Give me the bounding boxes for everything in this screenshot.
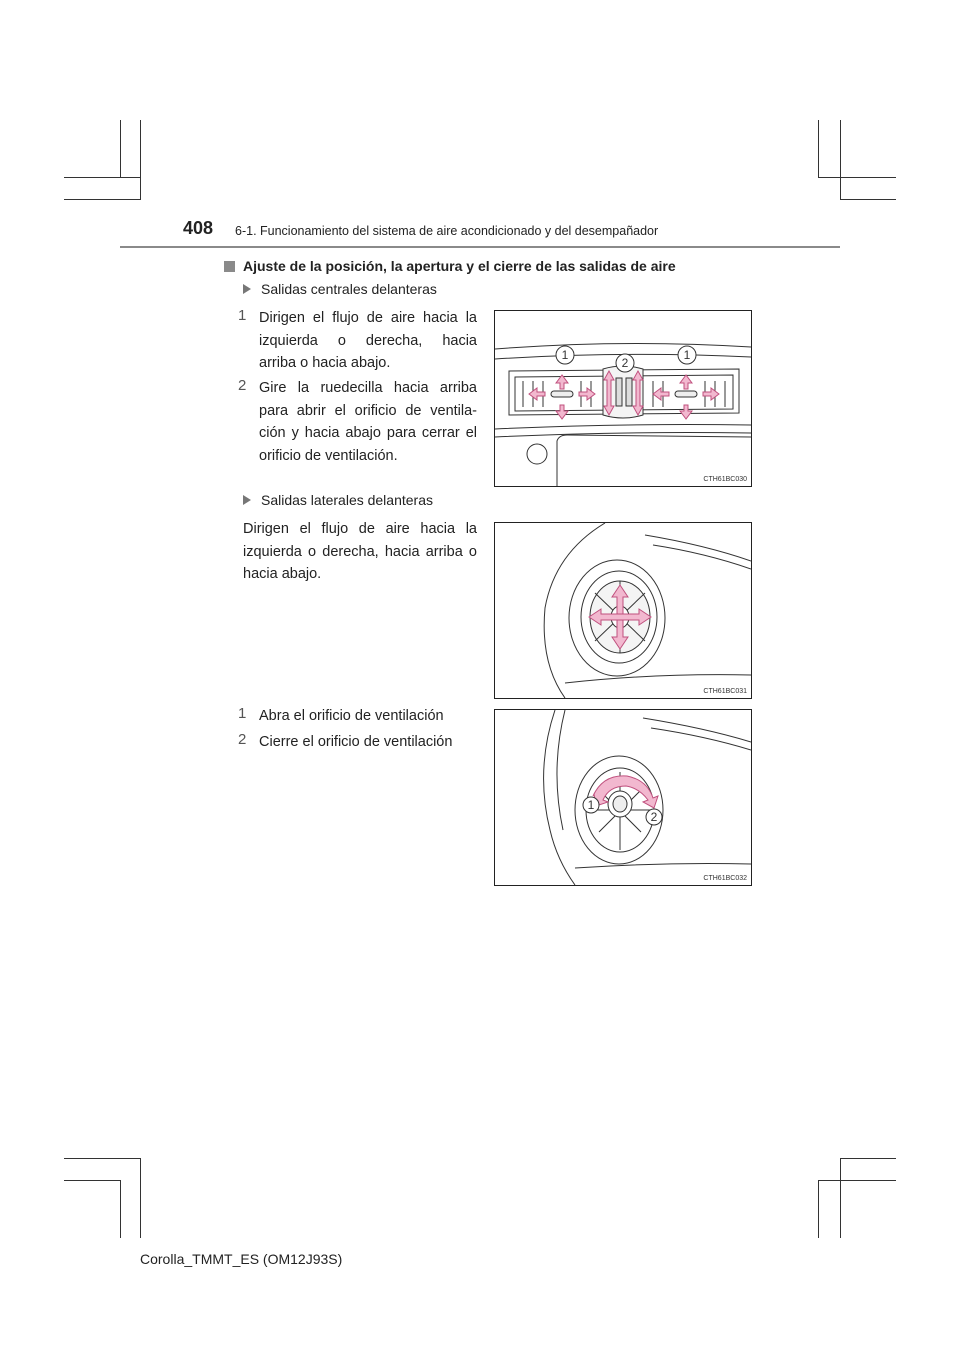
crop-mark xyxy=(120,1180,121,1238)
crop-mark xyxy=(64,1158,140,1159)
item-number: 1 xyxy=(238,705,247,722)
header-rule xyxy=(120,246,840,248)
text-line: izquierda o derecha, hacia arriba o xyxy=(243,543,477,560)
figure-side-vents xyxy=(494,522,752,699)
crop-mark xyxy=(818,1180,896,1181)
callout-2: 2 xyxy=(650,810,658,824)
subheading-center-vents xyxy=(243,281,437,297)
text-line: ción y hacia abajo para cerrar el xyxy=(259,425,477,441)
text-line: arriba o hacia abajo. xyxy=(259,355,391,371)
figure-code: CTH61BC030 xyxy=(703,476,747,483)
text-line: hacia abajo. xyxy=(243,566,322,582)
text-line: Dirigen el flujo de aire hacia la xyxy=(259,310,477,326)
crop-mark xyxy=(818,1180,819,1238)
callout-1: 1 xyxy=(683,348,691,362)
crop-mark xyxy=(840,199,896,200)
chapter-title: 6-1. Funcionamiento del sistema de aire acondicionado y del desempañador xyxy=(235,224,659,238)
crop-mark xyxy=(64,1180,120,1181)
item-text: Abra el orificio de ventilación xyxy=(259,708,444,724)
crop-mark xyxy=(818,177,896,178)
section-heading-text: Ajuste de la posición, la apertura y el cierre de las salidas de aire xyxy=(243,258,676,274)
square-bullet-icon xyxy=(224,261,235,272)
section-heading xyxy=(224,258,676,274)
crop-mark xyxy=(840,120,841,200)
item-description xyxy=(259,307,477,375)
item-text: Cierre el orificio de ventilación xyxy=(259,734,453,750)
triangle-bullet-icon xyxy=(243,495,251,505)
figure-code: CTH61BC031 xyxy=(703,688,747,695)
crop-mark xyxy=(840,1158,896,1159)
text-line: Dirigen el flujo de aire hacia la xyxy=(243,521,477,537)
page-number: 408 xyxy=(183,218,214,238)
subheading-side-vents xyxy=(243,492,433,508)
text-line: orificio de ventilación. xyxy=(259,447,398,464)
item-number: 1 xyxy=(238,307,247,324)
item-number: 2 xyxy=(238,731,247,748)
text-line: Gire la ruedecilla hacia arriba xyxy=(259,380,477,396)
callout-1: 1 xyxy=(561,348,569,362)
text-line: para abrir el orificio de ventila- xyxy=(259,402,477,419)
item-description xyxy=(259,377,477,467)
item-number: 2 xyxy=(238,377,247,394)
callout-2: 2 xyxy=(621,356,629,370)
footer-text: Corolla_TMMT_ES (OM12J93S) xyxy=(140,1251,343,1267)
figure-open-close xyxy=(494,709,752,886)
subheading-text: Salidas laterales delanteras xyxy=(261,492,433,508)
crop-mark xyxy=(120,120,121,178)
side-vents-description xyxy=(243,518,477,586)
triangle-bullet-icon xyxy=(243,284,251,294)
crop-mark xyxy=(140,1158,141,1238)
subheading-text: Salidas centrales delanteras xyxy=(261,281,437,297)
crop-mark xyxy=(840,1158,841,1238)
text-line: izquierda o derecha, hacia xyxy=(259,332,477,349)
crop-mark xyxy=(64,199,140,200)
callout-1: 1 xyxy=(587,798,595,812)
figure-center-vents xyxy=(494,310,752,487)
crop-mark xyxy=(140,120,141,200)
crop-mark xyxy=(818,120,819,178)
crop-mark xyxy=(64,177,140,178)
figure-code: CTH61BC032 xyxy=(703,875,747,882)
